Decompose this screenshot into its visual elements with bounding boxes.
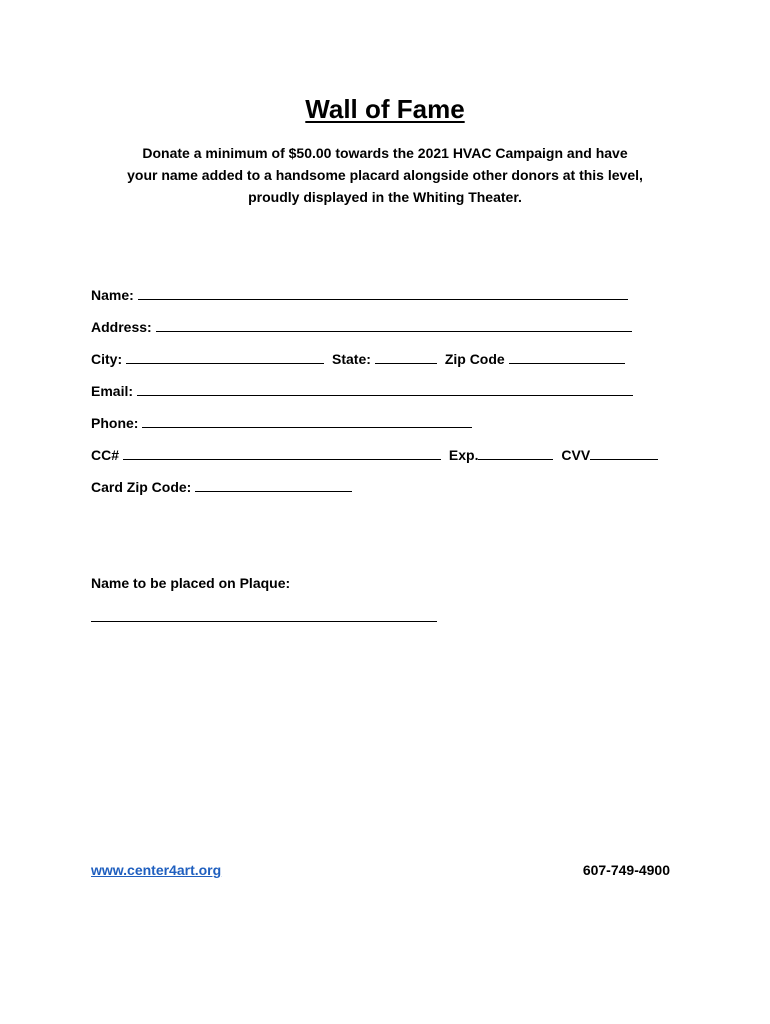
card-zip-label: Card Zip Code: xyxy=(91,479,192,495)
email-label: Email: xyxy=(91,383,134,399)
exp-input-line[interactable] xyxy=(478,446,553,460)
intro-line-2: your name added to a handsome placard alongside other donors at this level, xyxy=(127,167,643,183)
phone-input-line[interactable] xyxy=(142,414,472,428)
intro-paragraph xyxy=(60,142,710,208)
name-field-row xyxy=(91,286,628,304)
card-zip-input-line[interactable] xyxy=(195,478,352,492)
intro-line-3: proudly displayed in the Whiting Theater. xyxy=(248,189,522,205)
email-input-line[interactable] xyxy=(137,382,633,396)
city-input-line[interactable] xyxy=(126,350,324,364)
cc-label: CC# xyxy=(91,447,120,463)
phone-label: Phone: xyxy=(91,415,139,431)
address-input-line[interactable] xyxy=(156,318,632,332)
phone-field-row xyxy=(91,414,472,432)
state-input-line[interactable] xyxy=(375,350,437,364)
website-link[interactable]: www.center4art.org xyxy=(91,862,222,878)
address-field-row xyxy=(91,318,632,336)
city-state-zip-row xyxy=(91,350,625,368)
plaque-name-label: Name to be placed on Plaque: xyxy=(91,575,291,591)
address-label: Address: xyxy=(91,319,152,335)
cc-number-input-line[interactable] xyxy=(123,446,441,460)
cvv-input-line[interactable] xyxy=(590,446,658,460)
credit-card-row xyxy=(91,446,658,464)
document-title: Wall of Fame xyxy=(305,94,465,124)
name-label: Name: xyxy=(91,287,134,303)
plaque-name-input-line[interactable] xyxy=(91,621,437,622)
phone-number: 607-749-4900 xyxy=(582,862,670,878)
state-label: State: xyxy=(332,351,371,367)
card-zip-row xyxy=(91,478,352,496)
intro-line-1: Donate a minimum of $50.00 towards the 2021 HVAC Campaign and have xyxy=(142,145,628,161)
city-label: City: xyxy=(91,351,123,367)
zip-code-input-line[interactable] xyxy=(509,350,625,364)
zip-code-label: Zip Code xyxy=(444,351,505,367)
exp-label: Exp. xyxy=(448,447,479,463)
name-input-line[interactable] xyxy=(138,286,628,300)
cvv-label: CVV xyxy=(561,447,591,463)
email-field-row xyxy=(91,382,633,400)
